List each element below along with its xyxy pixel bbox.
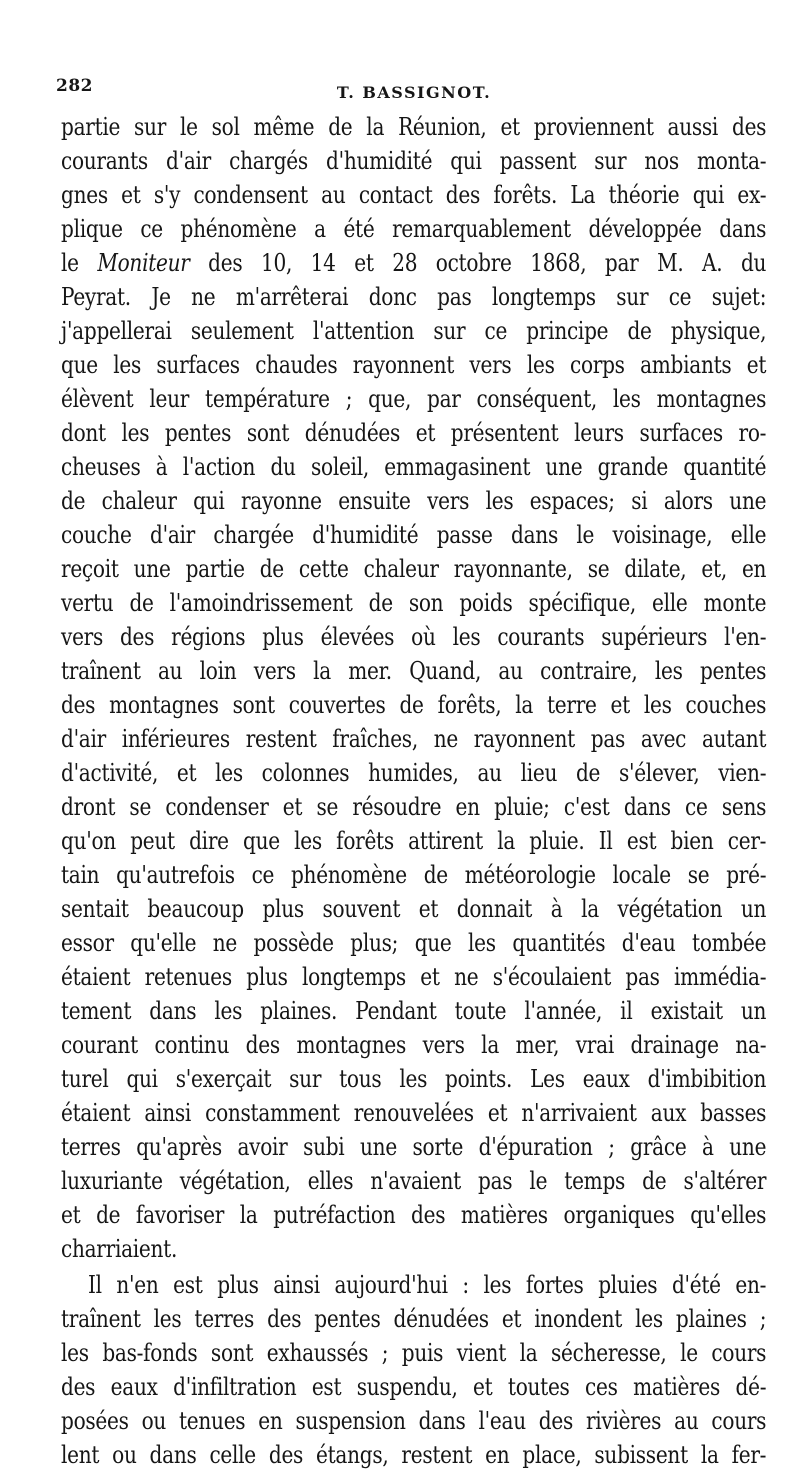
text-line: turel qui s'exerçait sur tous les points. Les eaux d'imbibition [61,1064,767,1093]
running-head [0,83,800,102]
text-line: lent ou dans celle des étangs, restent en place, subissent la fer- [61,1440,767,1469]
text-line: terres qu'après avoir subi une sorte d'épuration ; grâce à une [61,1132,767,1161]
text-line: que les surfaces chaudes rayonnent vers les corps ambiants et [61,350,767,379]
text-line: élèvent leur température ; que, par conséquent, les montagnes [61,384,767,413]
text-line: cheuses à l'action du soleil, emmagasinent une grande quantité [61,452,767,481]
text-line: j'appellerai seulement l'attention sur ce principe de physique, [61,316,767,345]
text-line: les bas-fonds sont exhaussés ; puis vient la sécheresse, le cours [61,1338,767,1367]
text-line: vertu de l'amoindrissement de son poids spécifique, elle monte [61,588,767,617]
text-line: traînent au loin vers la mer. Quand, au contraire, les pentes [61,656,767,685]
text-line: de chaleur qui rayonne ensuite vers les espaces; si alors une [61,486,767,515]
text-line: traînent les terres des pentes dénudées et inondent les plaines ; [61,1304,767,1333]
text-line: qu'on peut dire que les forêts attirent la pluie. Il est bien cer- [61,826,767,855]
text-line: étaient retenues plus longtemps et ne s'écoulaient pas immédia- [61,962,767,991]
text-line: tement dans les plaines. Pendant toute l'année, il existait un [61,996,767,1025]
text-line-part: des 10, 14 et 28 octobre 1868, par M. A. du [189,248,767,277]
text-line: d'air inférieures restent fraîches, ne rayonnent pas avec autant [61,724,767,753]
text-line-with-italic [61,246,766,280]
text-line-part: le [61,248,98,277]
journal-title-italic: Moniteur [97,248,190,277]
text-line: partie sur le sol même de la Réunion, et proviennent aussi des [61,112,767,141]
text-line: plique ce phénomène a été remarquablement développée dans [61,214,767,243]
text-line: posées ou tenues en suspension dans l'eau des rivières au cours [61,1406,767,1435]
text-line: charriaient. [61,1234,178,1263]
text-line: étaient ainsi constamment renouvelées et n'arrivaient aux basses [61,1098,767,1127]
text-line: des montagnes sont couvertes de forêts, la terre et les couches [61,690,767,719]
text-line: couche d'air chargée d'humidité passe dans le voisinage, elle [61,520,767,549]
running-head-text: T. BASSIGNOT. [336,83,492,102]
text-line: sentait beaucoup plus souvent et donnait à la végétation un [61,894,767,923]
text-line: vers des régions plus élevées où les courants supérieurs l'en- [61,622,767,651]
text-line: courants d'air chargés d'humidité qui passent sur nos monta- [61,146,767,175]
text-line: luxuriante végétation, elles n'avaient pas le temps de s'altérer [61,1166,767,1195]
page-number: 282 [56,76,93,96]
text-line: et de favoriser la putréfaction des matières organiques qu'elles [61,1200,767,1229]
text-line: tain qu'autrefois ce phénomène de météorologie locale se pré- [61,860,767,889]
text-line: dont les pentes sont dénudées et présentent leurs surfaces ro- [61,418,767,447]
text-line: reçoit une partie de cette chaleur rayonnante, se dilate, et, en [61,554,767,583]
text-line: d'activité, et les colonnes humides, au lieu de s'élever, vien- [61,758,767,787]
text-line: courant continu des montagnes vers la mer, vrai drainage na- [61,1030,767,1059]
text-line: gnes et s'y condensent au contact des forêts. La théorie qui ex- [61,180,767,209]
text-line: essor qu'elle ne possède plus; que les quantités d'eau tombée [61,928,767,957]
text-line: Il n'en est plus ainsi aujourd'hui : les fortes pluies d'été en- [88,1270,767,1299]
text-line: Peyrat. Je ne m'arrêterai donc pas longtemps sur ce sujet: [61,282,767,311]
text-line: des eaux d'infiltration est suspendu, et toutes ces matières dé- [61,1372,767,1401]
text-line: dront se condenser et se résoudre en pluie; c'est dans ce sens [61,792,767,821]
